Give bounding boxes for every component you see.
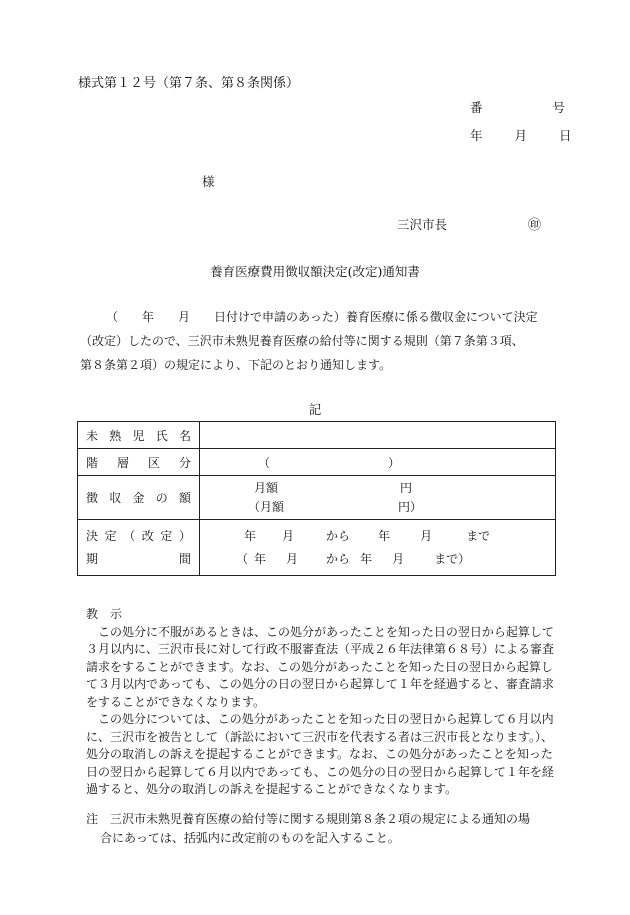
body-line-3: 第８条第２項）の規定により、下記のとおり通知します。 — [80, 358, 392, 372]
notice-paragraph-1: この処分に不服があるときは、この処分があったことを知った日の翌日から起算して３月以内に、三沢市長に対して行政不服審査法（平成２６年法律第６８号）による審査請求をすることができます。なお、この処分があったことを知った日の翌日から起算して３月以内であっても、この処分の日の翌日から起算して１年を経過すると、審査請求をすることができなくなります。 — [86, 624, 555, 709]
notice-paragraph-2: この処分については、この処分があったことを知った日の翌日から起算して６月以内に、三沢市を被告として（訴訟において三沢市を代表する者は三沢市長となります。）、処分の取消しの訴えを提起することができます。なお、この処分があったことを知った日の翌日から起算して６月以内であっても、この処分の日の翌日から起算して１年を経過すると、処分の取消しの訴えを提起することができなくなります。 — [86, 712, 554, 796]
number-label: 番 — [470, 100, 483, 115]
period-value: 年 月 から 年 月 まで （ 年 月 から 年 月 まで） — [200, 520, 556, 576]
table-row — [78, 422, 556, 449]
appeal-notice — [86, 606, 562, 799]
body-text — [80, 305, 560, 377]
body-line-2: （改定）したので、三沢市未熟児養育医療の給付等に関する規則（第７条第３項、 — [80, 334, 524, 348]
addressee-suffix: 様 — [202, 174, 215, 189]
footnote-text-2: 合にあっては、括弧内に改定前のものを記入すること。 — [100, 831, 400, 845]
amount-label: 徴 収 金 の 額 — [78, 476, 200, 520]
tier-label: 階 層 区 分 — [78, 449, 200, 476]
document-title: 養育医療費用徴収額決定(改定)通知書 — [210, 264, 420, 279]
notice-heading: 教 示 — [86, 607, 123, 621]
issuer-name: 三沢市長 — [397, 217, 448, 232]
amount-value: 月額 円 （月額 円） — [200, 476, 556, 520]
period-label: 決 定 （ 改 定 ） 期 間 — [78, 520, 200, 576]
footnote-label: 注 — [86, 812, 99, 826]
footnote-text-1: 三沢市未熟児養育医療の給付等に関する規則第８条２項の規定による通知の場 — [110, 812, 531, 826]
document-number — [470, 98, 565, 116]
number-suffix: 号 — [552, 100, 565, 115]
footnote — [86, 810, 562, 848]
details-table — [77, 421, 556, 576]
table-row — [78, 476, 556, 520]
table-row — [78, 520, 556, 576]
child-name-value — [200, 422, 556, 449]
body-line-1: （ 年 月 日付けで申請のあった）養育医療に係る徴収金について決定 — [106, 310, 538, 324]
table-row — [78, 449, 556, 476]
child-name-label: 未 熟 児 氏 名 — [78, 422, 200, 449]
date-day: 日 — [558, 128, 572, 143]
date-year: 年 — [470, 128, 483, 143]
form-number: 様式第１２号（第７条、第８条関係） — [78, 76, 300, 91]
date-month: 月 — [514, 128, 527, 143]
seal-mark: ㊞ — [528, 218, 542, 233]
tier-value: （ ） — [200, 449, 556, 476]
ki-heading: 記 — [308, 402, 322, 417]
issue-date — [470, 126, 571, 144]
